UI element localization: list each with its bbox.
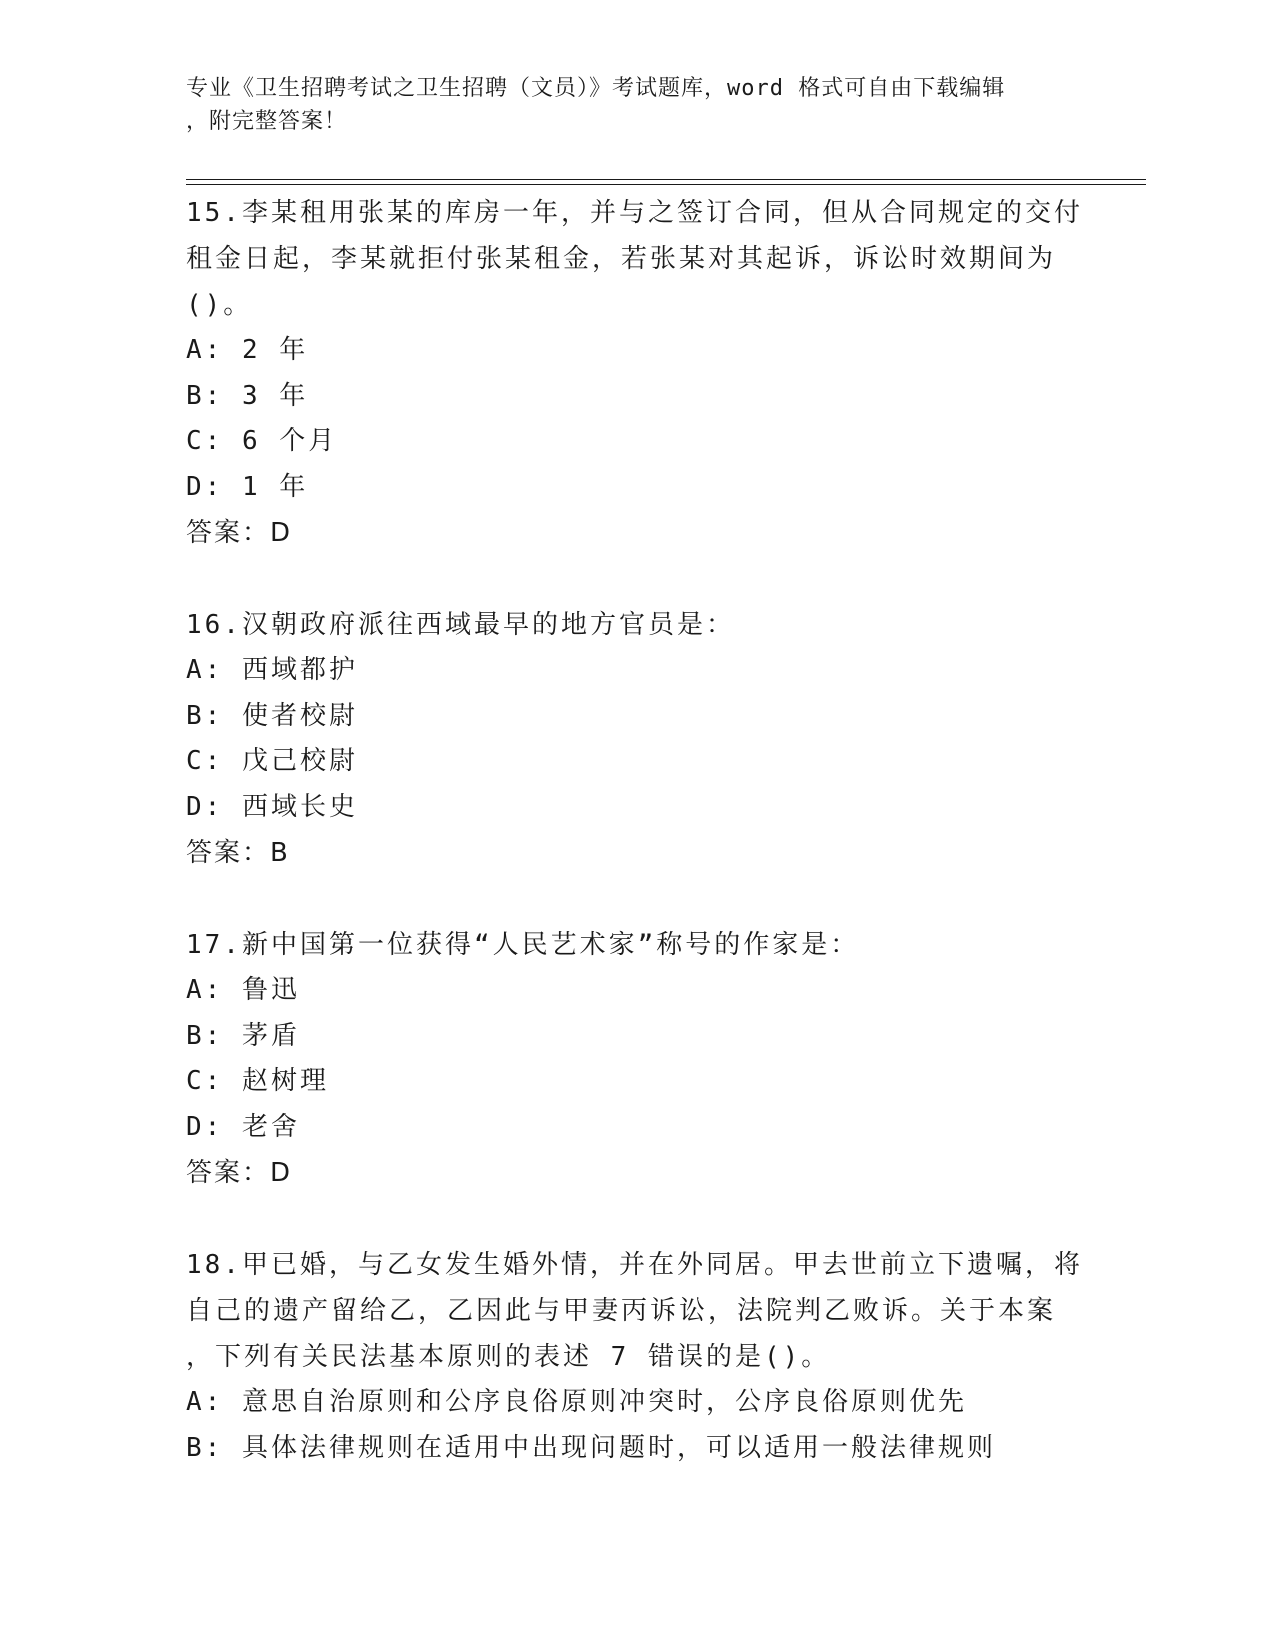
header-divider-bottom <box>186 184 1146 185</box>
question-18-text-line-2: 自己的遗产留给乙，乙因此与甲妻丙诉讼，法院判乙败诉。关于本案 <box>186 1296 1057 1326</box>
question-15-text-line-1: 15.李某租用张某的库房一年，并与之签订合同，但从合同规定的交付 <box>186 198 1083 228</box>
question-17-answer: 答案：D <box>186 1158 293 1188</box>
question-15-option-a: A: 2 年 <box>186 335 309 365</box>
question-16-option-b: B: 使者校尉 <box>186 700 358 731</box>
question-15-answer: 答案：D <box>186 518 293 548</box>
question-17-option-d: D: 老舍 <box>186 1111 300 1142</box>
document-header <box>186 72 1066 138</box>
question-18-text-line-1: 18.甲已婚，与乙女发生婚外情，并在外同居。甲去世前立下遗嘱，将 <box>186 1250 1083 1280</box>
question-15-text-line-2: 租金日起，李某就拒付张某租金，若张某对其起诉，诉讼时效期间为 <box>186 244 1057 274</box>
header-title-line-1: 专业《卫生招聘考试之卫生招聘（文员）》考试题库，word 格式可自由下载编辑 <box>186 76 1006 101</box>
question-18-option-a: A: 意思自治原则和公序良俗原则冲突时，公序良俗原则优先 <box>186 1387 967 1417</box>
question-16-answer: 答案：B <box>186 838 290 868</box>
question-18-text-line-3: ，下列有关民法基本原则的表述 7 错误的是()。 <box>186 1342 831 1372</box>
header-divider-top <box>186 179 1146 180</box>
question-list <box>186 190 1086 1517</box>
question-15-option-c: C: 6 个月 <box>186 426 338 456</box>
question-15 <box>186 190 1086 556</box>
header-title-line-2: ，附完整答案！ <box>186 109 348 134</box>
question-16-text-line-1: 16.汉朝政府派往西域最早的地方官员是： <box>186 610 735 640</box>
question-15-text-line-3: ()。 <box>186 290 253 320</box>
question-17 <box>186 922 1086 1196</box>
question-16 <box>186 602 1086 876</box>
question-17-option-b: B: 茅盾 <box>186 1020 300 1051</box>
question-18 <box>186 1242 1086 1471</box>
question-16-option-a: A: 西域都护 <box>186 655 358 685</box>
question-16-option-d: D: 西域长史 <box>186 791 358 822</box>
question-18-option-b: B: 具体法律规则在适用中出现问题时，可以适用一般法律规则 <box>186 1432 996 1463</box>
question-17-option-c: C: 赵树理 <box>186 1066 329 1096</box>
question-17-option-a: A: 鲁迅 <box>186 975 300 1005</box>
question-17-text-line-1: 17.新中国第一位获得“人民艺术家”称号的作家是： <box>186 930 860 960</box>
question-16-option-c: C: 戊己校尉 <box>186 746 358 776</box>
question-15-option-d: D: 1 年 <box>186 471 309 502</box>
question-15-option-b: B: 3 年 <box>186 380 309 411</box>
